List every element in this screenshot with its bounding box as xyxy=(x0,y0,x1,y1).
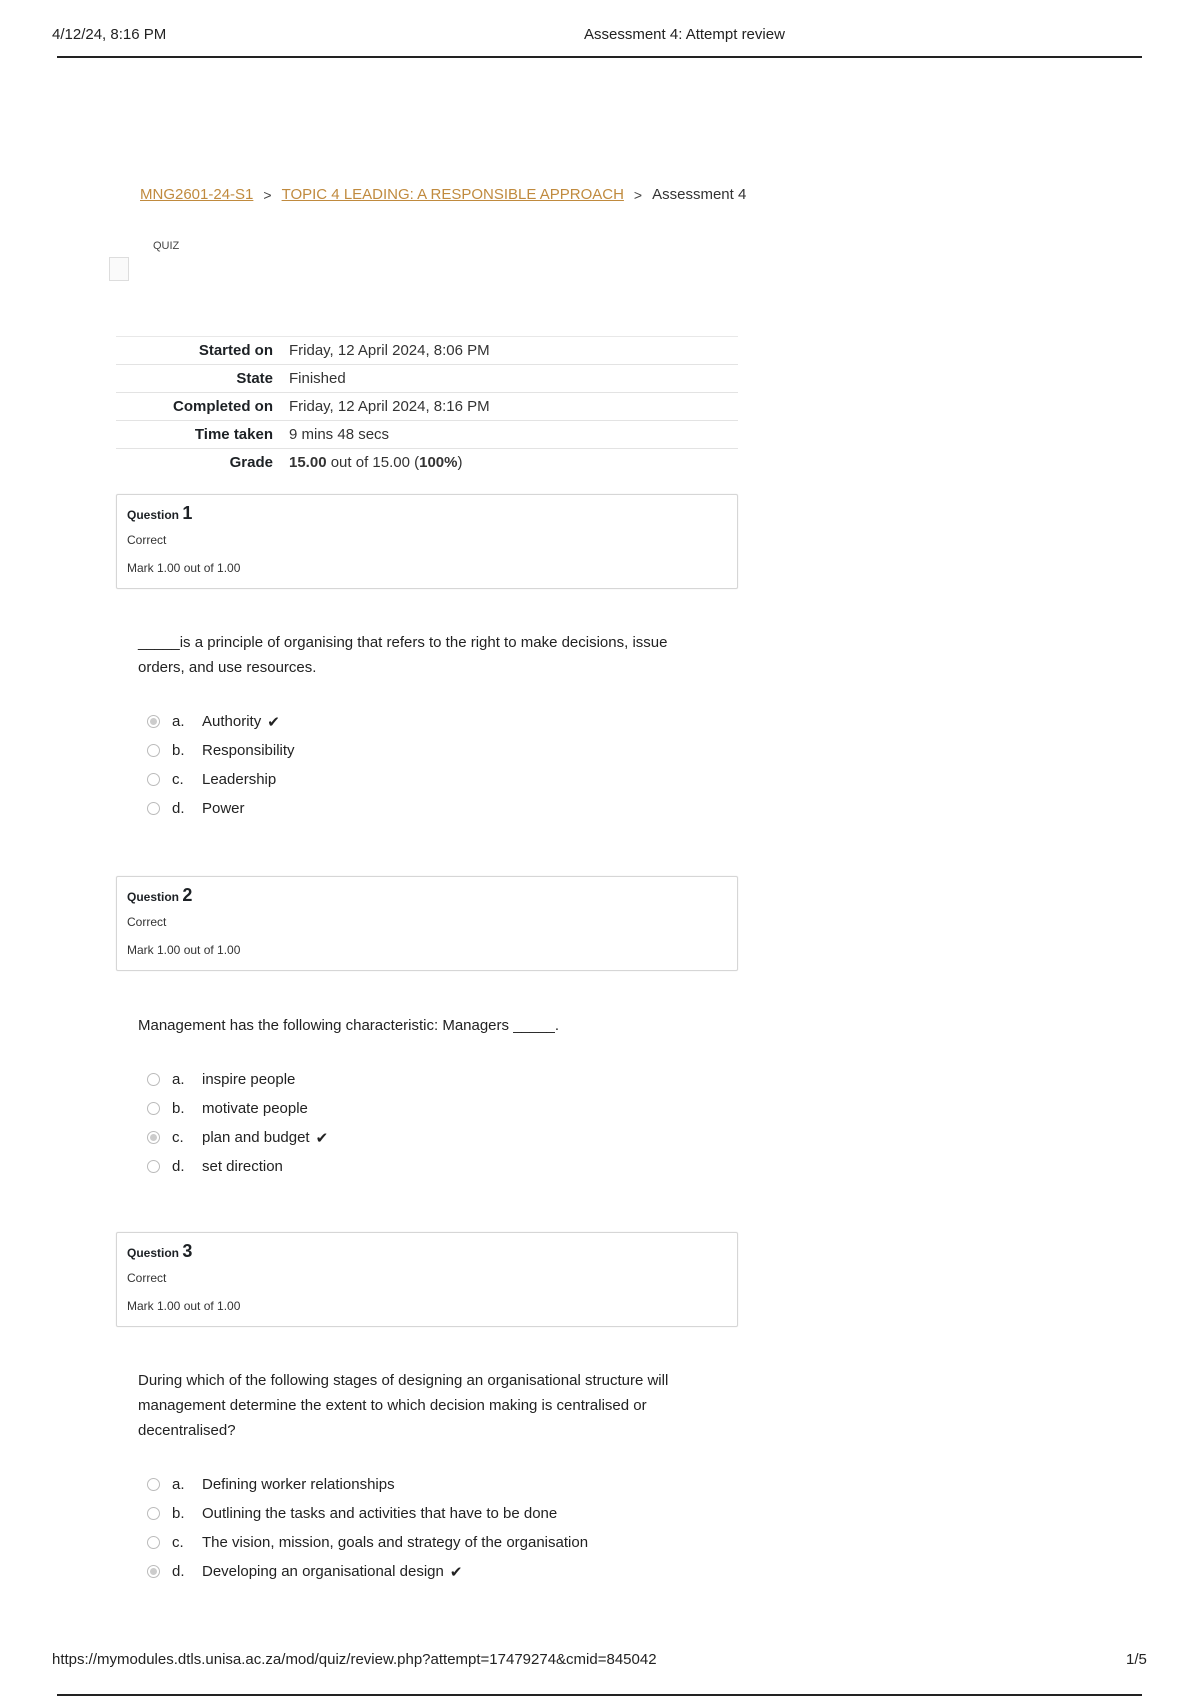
checkmark-icon: ✔ xyxy=(449,1563,463,1581)
answer-radio[interactable] xyxy=(147,1102,160,1115)
answer-radio[interactable] xyxy=(147,1507,160,1520)
checkmark-icon: ✔ xyxy=(315,1129,329,1147)
checkmark-icon: ✔ xyxy=(267,713,280,731)
answer-letter: b. xyxy=(172,742,185,759)
answer-option xyxy=(147,765,295,794)
answer-text: set direction xyxy=(202,1158,283,1175)
answer-option xyxy=(147,1499,588,1528)
answer-radio[interactable] xyxy=(147,744,160,757)
answer-letter: d. xyxy=(172,1563,185,1580)
answer-radio[interactable] xyxy=(147,1565,160,1578)
summary-value: Finished xyxy=(289,370,346,387)
question-text: _____is a principle of organising that refers to the right to make decisions, issue orders, and use resources. xyxy=(138,634,668,676)
question-num: 3 xyxy=(182,1241,193,1261)
question-mark: Mark 1.00 out of 1.00 xyxy=(127,561,241,575)
answer-letter: a. xyxy=(172,713,185,730)
question-text: Management has the following characteristic: Managers _____. xyxy=(138,1017,560,1034)
quiz-icon xyxy=(109,257,129,281)
answer-letter: c. xyxy=(172,1129,184,1146)
question-info-box xyxy=(116,494,738,589)
answer-text: Developing an organisational design xyxy=(202,1563,444,1580)
answer-option xyxy=(147,1065,328,1094)
footer-divider xyxy=(57,1694,1142,1696)
grade-percent: 100% xyxy=(419,454,458,472)
answer-text: Leadership xyxy=(202,771,277,788)
summary-value: Friday, 12 April 2024, 8:16 PM xyxy=(289,398,490,415)
summary-row-completed xyxy=(116,393,738,421)
summary-label: Grade xyxy=(229,454,273,472)
question-label: Question xyxy=(127,1246,180,1260)
question-info-box xyxy=(116,1232,738,1327)
attempt-summary-table xyxy=(116,336,738,477)
question-mark: Mark 1.00 out of 1.00 xyxy=(127,943,241,957)
question-num: 1 xyxy=(182,503,193,523)
question-info-box xyxy=(116,876,738,971)
summary-row-started xyxy=(116,337,738,365)
header-divider xyxy=(57,56,1142,58)
answer-radio[interactable] xyxy=(147,1131,160,1144)
print-page-number: 1/5 xyxy=(1126,1651,1147,1668)
chevron-right-icon: > xyxy=(263,186,272,203)
question-number xyxy=(127,503,192,524)
answer-option xyxy=(147,1557,588,1586)
summary-value: Friday, 12 April 2024, 8:06 PM xyxy=(289,342,490,359)
question-mark: Mark 1.00 out of 1.00 xyxy=(127,1299,241,1313)
grade-out-of: out of 15.00 ( xyxy=(326,454,420,472)
answer-option xyxy=(147,1123,328,1152)
question-label: Question xyxy=(127,508,180,522)
answer-list xyxy=(147,1065,328,1181)
answer-option xyxy=(147,1152,328,1181)
answer-radio[interactable] xyxy=(147,773,160,786)
summary-value: 9 mins 48 secs xyxy=(289,426,390,443)
summary-label: Completed on xyxy=(173,398,273,415)
answer-text: plan and budget xyxy=(202,1129,310,1146)
answer-letter: c. xyxy=(172,771,184,788)
answer-text: Power xyxy=(202,800,245,817)
answer-option xyxy=(147,1528,588,1557)
answer-radio[interactable] xyxy=(147,715,160,728)
summary-label: Started on xyxy=(198,342,273,359)
answer-letter: a. xyxy=(172,1476,185,1493)
answer-radio[interactable] xyxy=(147,1536,160,1549)
print-footer-url: https://mymodules.dtls.unisa.ac.za/mod/quiz/review.php?attempt=17479274&cmid=845042 xyxy=(52,1651,657,1668)
question-state: Correct xyxy=(127,533,167,547)
answer-letter: b. xyxy=(172,1100,185,1117)
print-title: Assessment 4: Attempt review xyxy=(584,26,785,43)
answer-radio[interactable] xyxy=(147,1478,160,1491)
answer-option xyxy=(147,1470,588,1499)
answer-text: The vision, mission, goals and strategy of the organisation xyxy=(202,1534,589,1551)
answer-radio[interactable] xyxy=(147,1073,160,1086)
answer-option xyxy=(147,707,295,736)
answer-letter: a. xyxy=(172,1071,185,1088)
answer-text: Defining worker relationships xyxy=(202,1476,395,1493)
grade-score: 15.00 xyxy=(289,454,327,472)
summary-label: Time taken xyxy=(194,426,273,443)
summary-row-state xyxy=(116,365,738,393)
answer-text: inspire people xyxy=(202,1071,296,1088)
answer-letter: c. xyxy=(172,1534,184,1551)
answer-letter: d. xyxy=(172,1158,185,1175)
answer-list xyxy=(147,707,295,823)
breadcrumb xyxy=(140,186,746,203)
question-state: Correct xyxy=(127,1271,167,1285)
question-label: Question xyxy=(127,890,180,904)
answer-text: Outlining the tasks and activities that have to be done xyxy=(202,1505,558,1522)
question-num: 2 xyxy=(182,885,193,905)
answer-radio[interactable] xyxy=(147,802,160,815)
answer-text: Authority xyxy=(202,713,262,730)
question-state: Correct xyxy=(127,915,167,929)
answer-radio[interactable] xyxy=(147,1160,160,1173)
chevron-right-icon: > xyxy=(633,186,643,203)
answer-list xyxy=(147,1470,588,1586)
summary-row-time xyxy=(116,421,738,449)
summary-value xyxy=(289,449,738,477)
breadcrumb-topic-link[interactable]: TOPIC 4 LEADING: A RESPONSIBLE APPROACH xyxy=(281,186,624,203)
answer-option xyxy=(147,794,295,823)
question-number xyxy=(127,885,192,906)
answer-option xyxy=(147,736,295,765)
summary-row-grade xyxy=(116,449,738,477)
breadcrumb-current: Assessment 4 xyxy=(652,186,747,203)
answer-text: motivate people xyxy=(202,1100,308,1117)
grade-close: ) xyxy=(457,454,463,472)
question-number xyxy=(127,1241,192,1262)
print-date: 4/12/24, 8:16 PM xyxy=(52,26,167,43)
answer-letter: d. xyxy=(172,800,185,817)
answer-text: Responsibility xyxy=(202,742,295,759)
breadcrumb-course-link[interactable]: MNG2601-24-S1 xyxy=(140,186,254,203)
summary-label: State xyxy=(236,370,273,387)
answer-letter: b. xyxy=(172,1505,185,1522)
answer-option xyxy=(147,1094,328,1123)
question-text: During which of the following stages of designing an organisational structure will management determine the extent to which decision making is centralised or decentralised? xyxy=(138,1372,669,1439)
activity-type-label: QUIZ xyxy=(153,240,180,252)
